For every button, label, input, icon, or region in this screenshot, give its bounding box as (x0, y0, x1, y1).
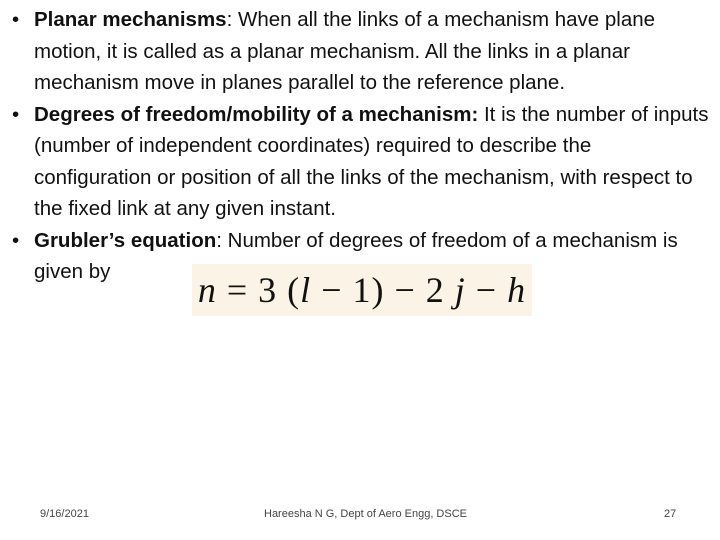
equation-var-j: j (454, 270, 466, 310)
bullet-dot-icon: • (12, 228, 20, 252)
bullet-list (12, 4, 712, 288)
bullet-dot-icon: • (12, 8, 20, 31)
bullet-planar-mechanisms (12, 4, 712, 99)
term-separator: : (226, 8, 233, 31)
footer-date: 9/16/2021 (40, 508, 89, 520)
equation-var-h: h (507, 270, 527, 310)
footer-page-number: 27 (664, 508, 677, 520)
bullet-degrees-of-freedom (12, 99, 712, 225)
footer-author: Hareesha N G, Dept of Aero Engg, DSCE (264, 508, 467, 520)
term-grubler-equation: Grubler’s equation (34, 228, 217, 252)
equation-part-mid: − 1) − 2 (311, 270, 455, 310)
definition-planar-mechanisms: When all the links of a mechanism have plane motion, it is called as a planar mechanism. All the links in a planar mechanism move in planes parallel to the reference plane. (34, 8, 656, 94)
equation-part-eq: = 3 ( (216, 270, 301, 310)
equation-var-n: n (197, 270, 217, 310)
definition-degrees-of-freedom: It is the number of inputs (number of independent coordinates) required to describe the configuration or position of all the links of the mechanism, with respect to the fixed link at any given instant. (34, 102, 709, 220)
equation-part-minus: − (465, 270, 508, 310)
bullet-dot-icon: • (12, 102, 20, 126)
term-planar-mechanisms: Planar mechanisms (34, 8, 227, 31)
definition-grubler-equation: Number of degrees of freedom of a mechanism is given by (34, 228, 678, 283)
term-degrees-of-freedom: Degrees of freedom/mobility of a mechanism: (34, 102, 479, 126)
grubler-equation-image (192, 264, 532, 316)
equation-var-l: l (300, 270, 312, 310)
equation-formula (198, 269, 526, 311)
term-separator: : (216, 228, 222, 252)
